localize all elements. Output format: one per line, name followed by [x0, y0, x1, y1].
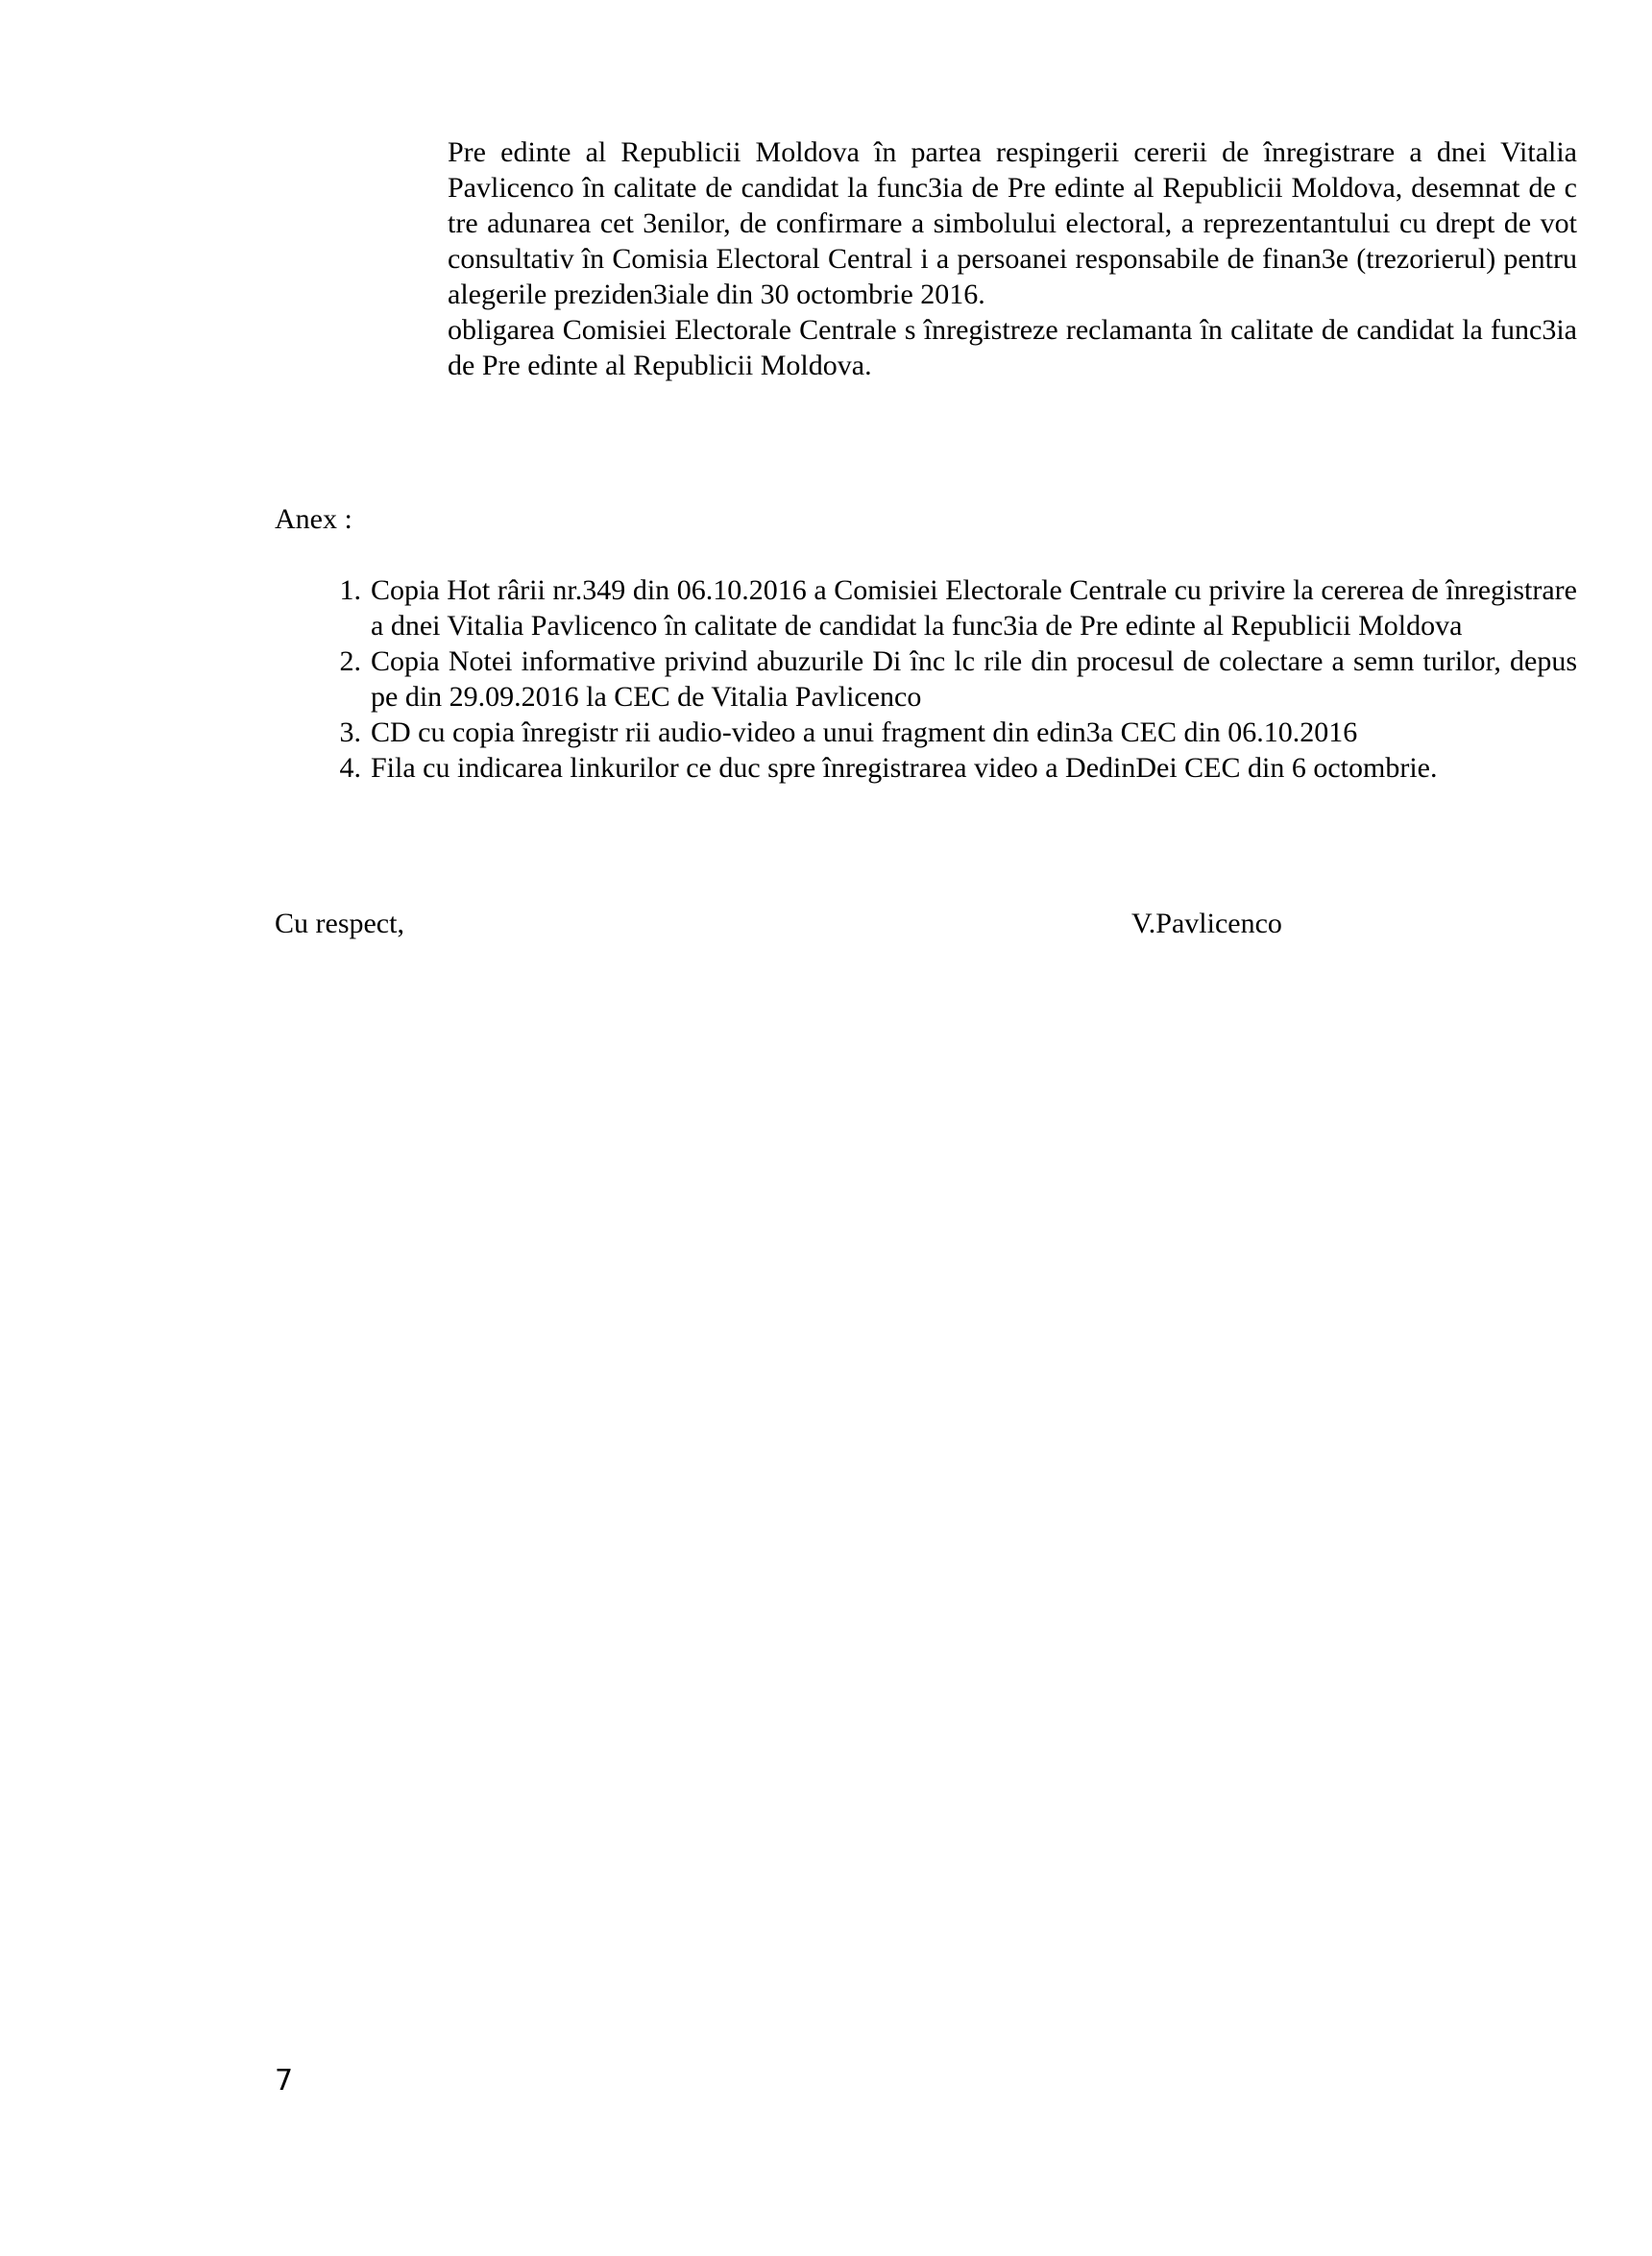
- annex-item: [339, 643, 1577, 715]
- annex-item-text: Fila cu indicarea linkurilor ce duc spre înregistrarea video a DedinDei CEC din 6 octombrie.: [371, 752, 1438, 784]
- annex-item-text: Copia Hot rârii nr.349 din 06.10.2016 a Comisiei Electorale Centrale cu privire la cererea de înregistrare a dnei Vitalia Pavlicenco în calitate de candidat la func3ia de Pre edinte al Republicii Moldova: [371, 574, 1577, 642]
- annex-item-text: CD cu copia înregistr rii audio-video a unui fragment din edin3a CEC din 06.10.2016: [371, 716, 1358, 748]
- signature-name: V.Pavlicenco: [1131, 908, 1282, 939]
- closing-salutation: Cu respect,: [275, 908, 404, 939]
- annex-item-number: 4.: [339, 752, 361, 784]
- continuation-paragraph: Pre edinte al Republicii Moldova în partea respingerii cererii de înregistrare a dnei Vitalia Pavlicenco în calitate de candidat la func3ia de Pre edinte al Republicii Moldova, desemnat de c tre adunarea cet 3enilor, de confirmare a simbolului electoral, a reprezentantului cu drept de vot consultativ în Comisia Electoral Central i a persoanei responsabile de finan3e (trezorierul) pentru alegerile preziden3iale din 30 octombrie 2016.: [448, 136, 1577, 310]
- annex-item: [339, 572, 1577, 643]
- request-continuation: [448, 134, 1577, 383]
- page-number: 7: [275, 2064, 294, 2098]
- obligation-paragraph: obligarea Comisiei Electorale Centrale s înregistreze reclamanta în calitate de candidat la func3ia de Pre edinte al Republicii Moldova.: [448, 314, 1577, 381]
- annex-item-number: 1.: [339, 574, 361, 606]
- annex-item-text: Copia Notei informative privind abuzurile Di înc lc rile din procesul de colectare a semn turilor, depus pe din 29.09.2016 la CEC de Vitalia Pavlicenco: [371, 645, 1577, 713]
- annex-item-number: 2.: [339, 645, 361, 677]
- annex-item-number: 3.: [339, 716, 361, 748]
- annex-label: Anex :: [275, 503, 352, 535]
- annex-list: [339, 572, 1577, 786]
- annex-item: [339, 750, 1577, 786]
- annex-item: [339, 715, 1577, 750]
